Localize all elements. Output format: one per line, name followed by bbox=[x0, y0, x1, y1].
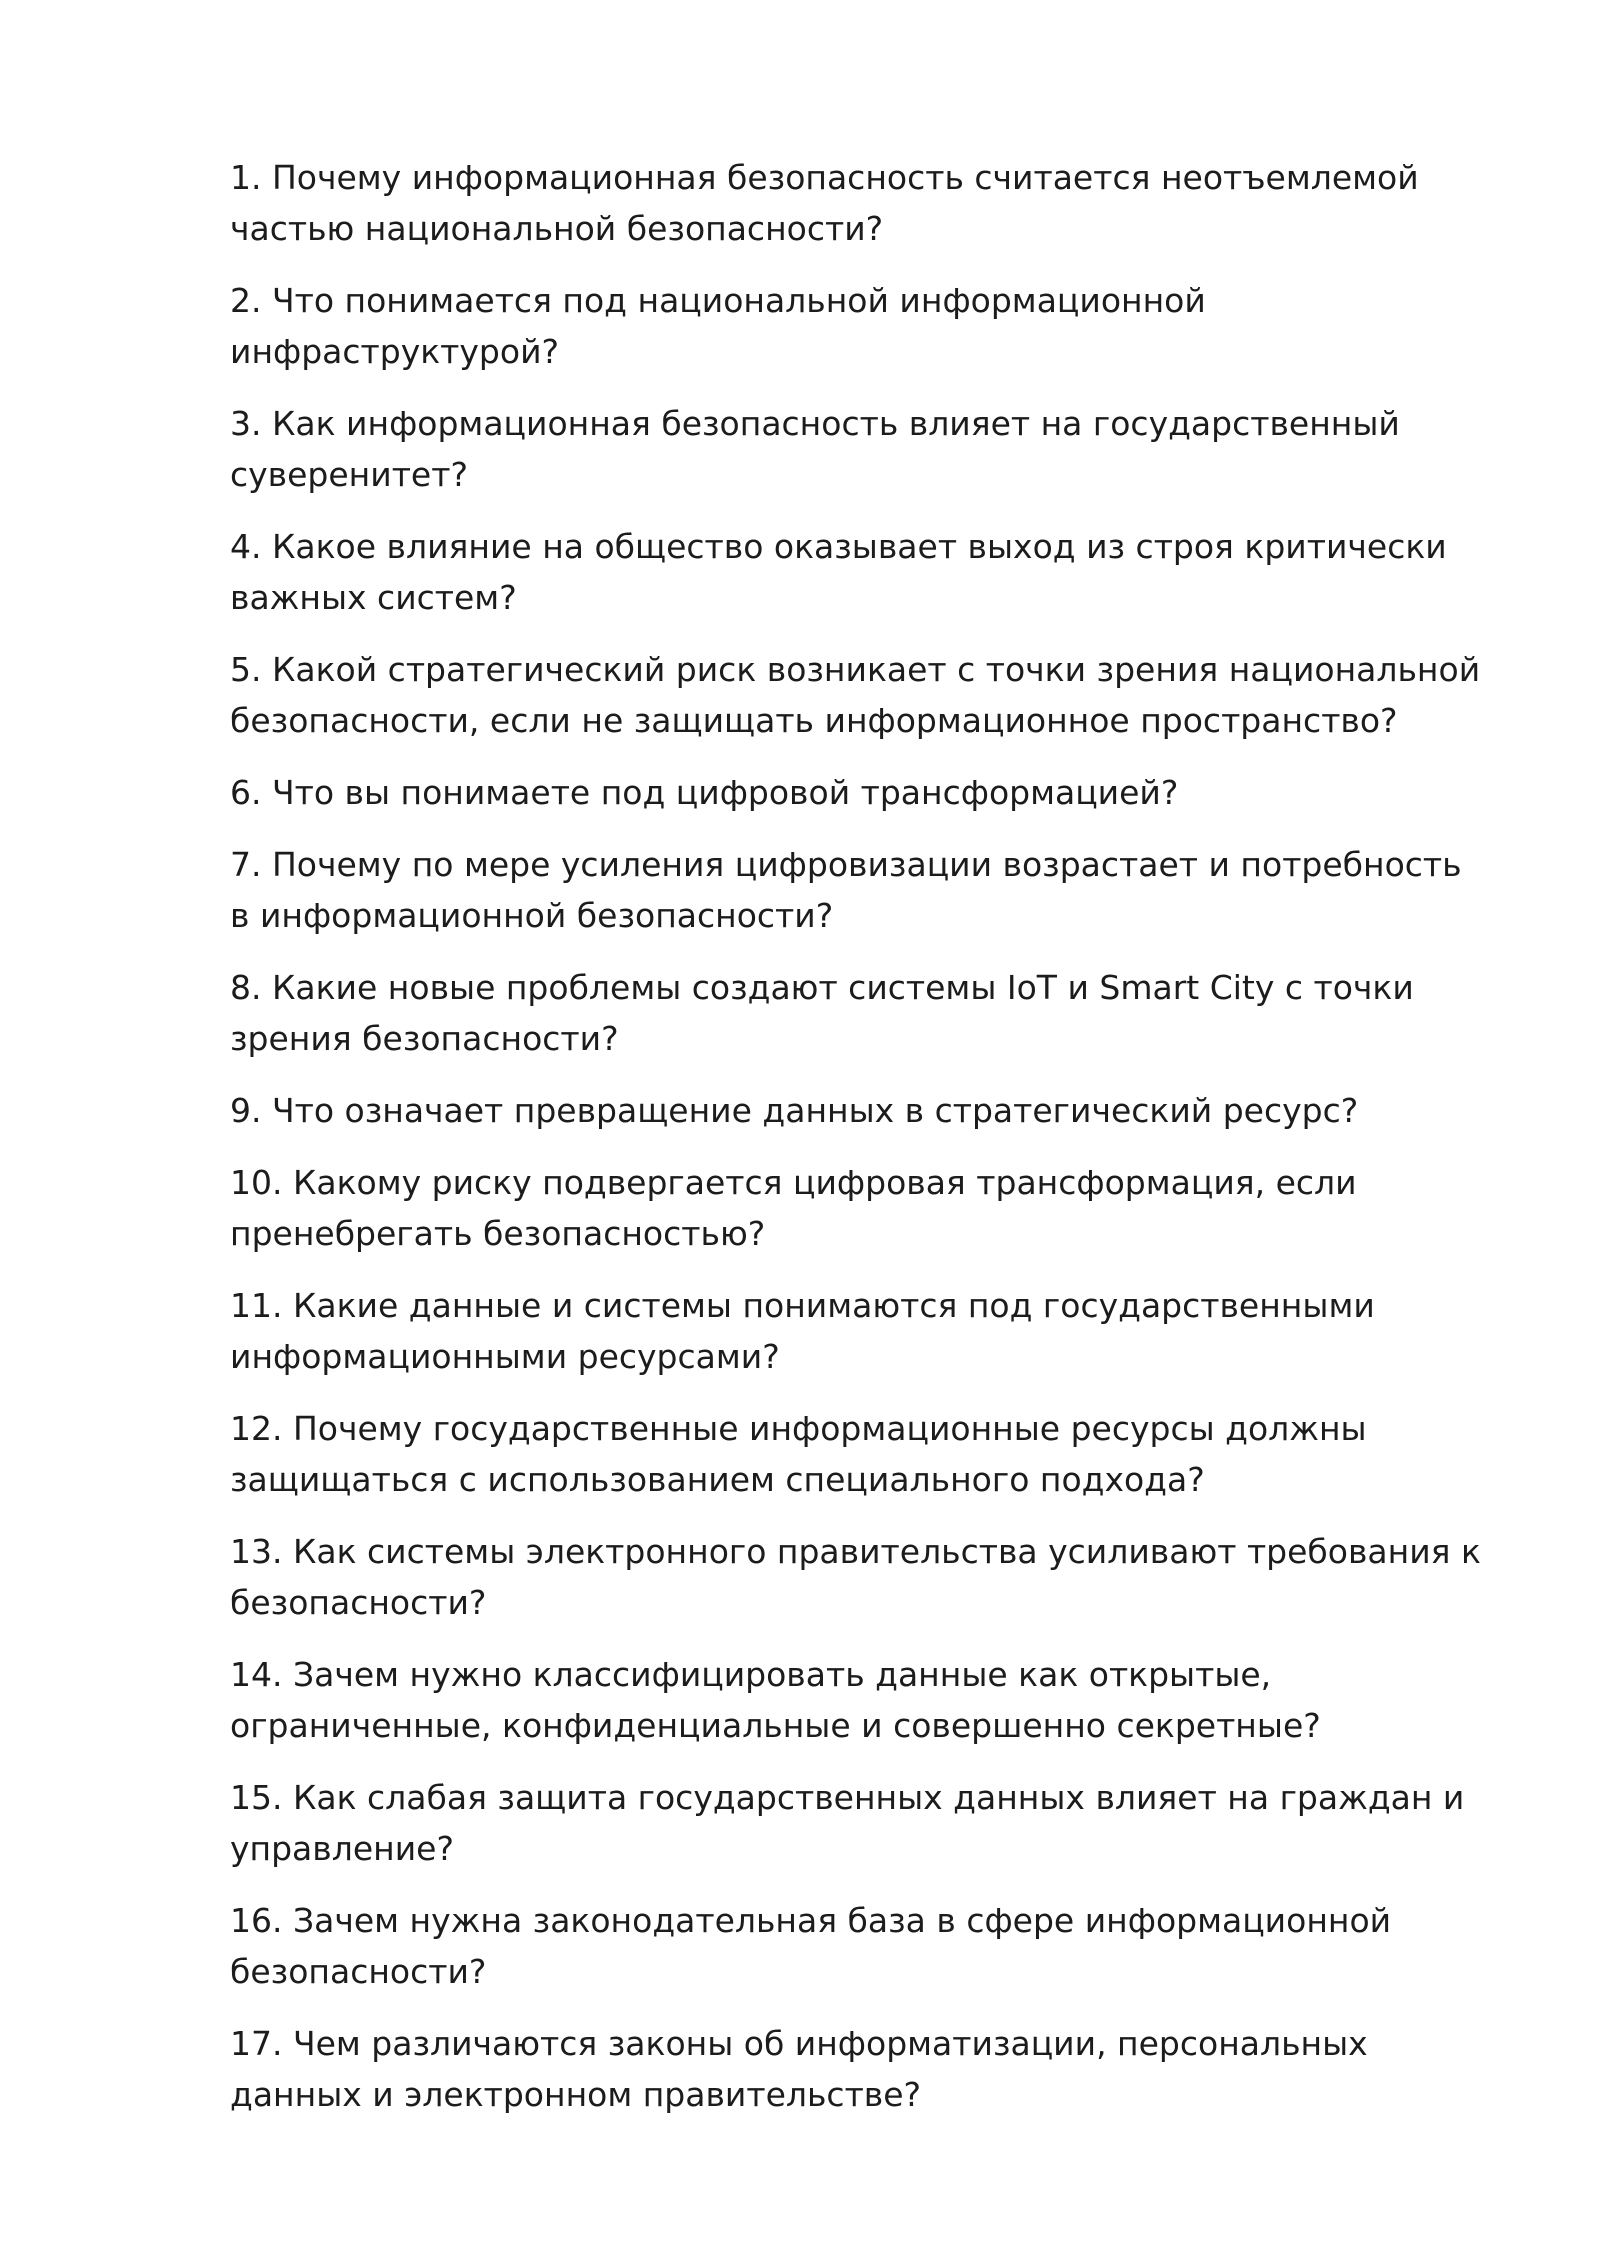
question-16: 16. Зачем нужна законодательная база в сфере информационной безопасности? bbox=[230, 1901, 1392, 1991]
question-4: 4. Какое влияние на общество оказывает выход из строя критически важных систем? bbox=[230, 527, 1447, 617]
question-6: 6. Что вы понимаете под цифровой трансформацией? bbox=[230, 773, 1179, 812]
question-3: 3. Как информационная безопасность влияет на государственный суверенитет? bbox=[230, 404, 1400, 494]
question-13: 13. Как системы электронного правительства усиливают требования к безопасности? bbox=[230, 1532, 1481, 1622]
question-14: 14. Зачем нужно классифицировать данные как открытые, ограниченные, конфиденциальные и совершенно секретные? bbox=[230, 1655, 1321, 1745]
question-17: 17. Чем различаются законы об информатизации, персональных данных и электронном правительстве? bbox=[230, 2024, 1368, 2114]
question-1: 1. Почему информационная безопасность считается неотъемлемой частью национальной безопасности? bbox=[230, 158, 1419, 248]
question-8: 8. Какие новые проблемы создают системы IoT и Smart City с точки зрения безопасности? bbox=[230, 968, 1414, 1058]
question-10: 10. Какому риску подвергается цифровая трансформация, если пренебрегать безопасностью? bbox=[230, 1163, 1357, 1253]
question-11: 11. Какие данные и системы понимаются под государственными информационными ресурсами? bbox=[230, 1286, 1375, 1376]
question-15: 15. Как слабая защита государственных данных влияет на граждан и управление? bbox=[230, 1778, 1465, 1868]
question-12: 12. Почему государственные информационные ресурсы должны защищаться с использованием специального подхода? bbox=[230, 1409, 1367, 1499]
question-5: 5. Какой стратегический риск возникает с точки зрения национальной безопасности, если не защищать информационное пространство? bbox=[230, 650, 1481, 740]
question-2: 2. Что понимается под национальной информационной инфраструктурой? bbox=[230, 281, 1206, 371]
question-7: 7. Почему по мере усиления цифровизации возрастает и потребность в информационной безопасности? bbox=[230, 845, 1462, 935]
question-list bbox=[230, 152, 1490, 2141]
question-9: 9. Что означает превращение данных в стратегический ресурс? bbox=[230, 1091, 1359, 1130]
